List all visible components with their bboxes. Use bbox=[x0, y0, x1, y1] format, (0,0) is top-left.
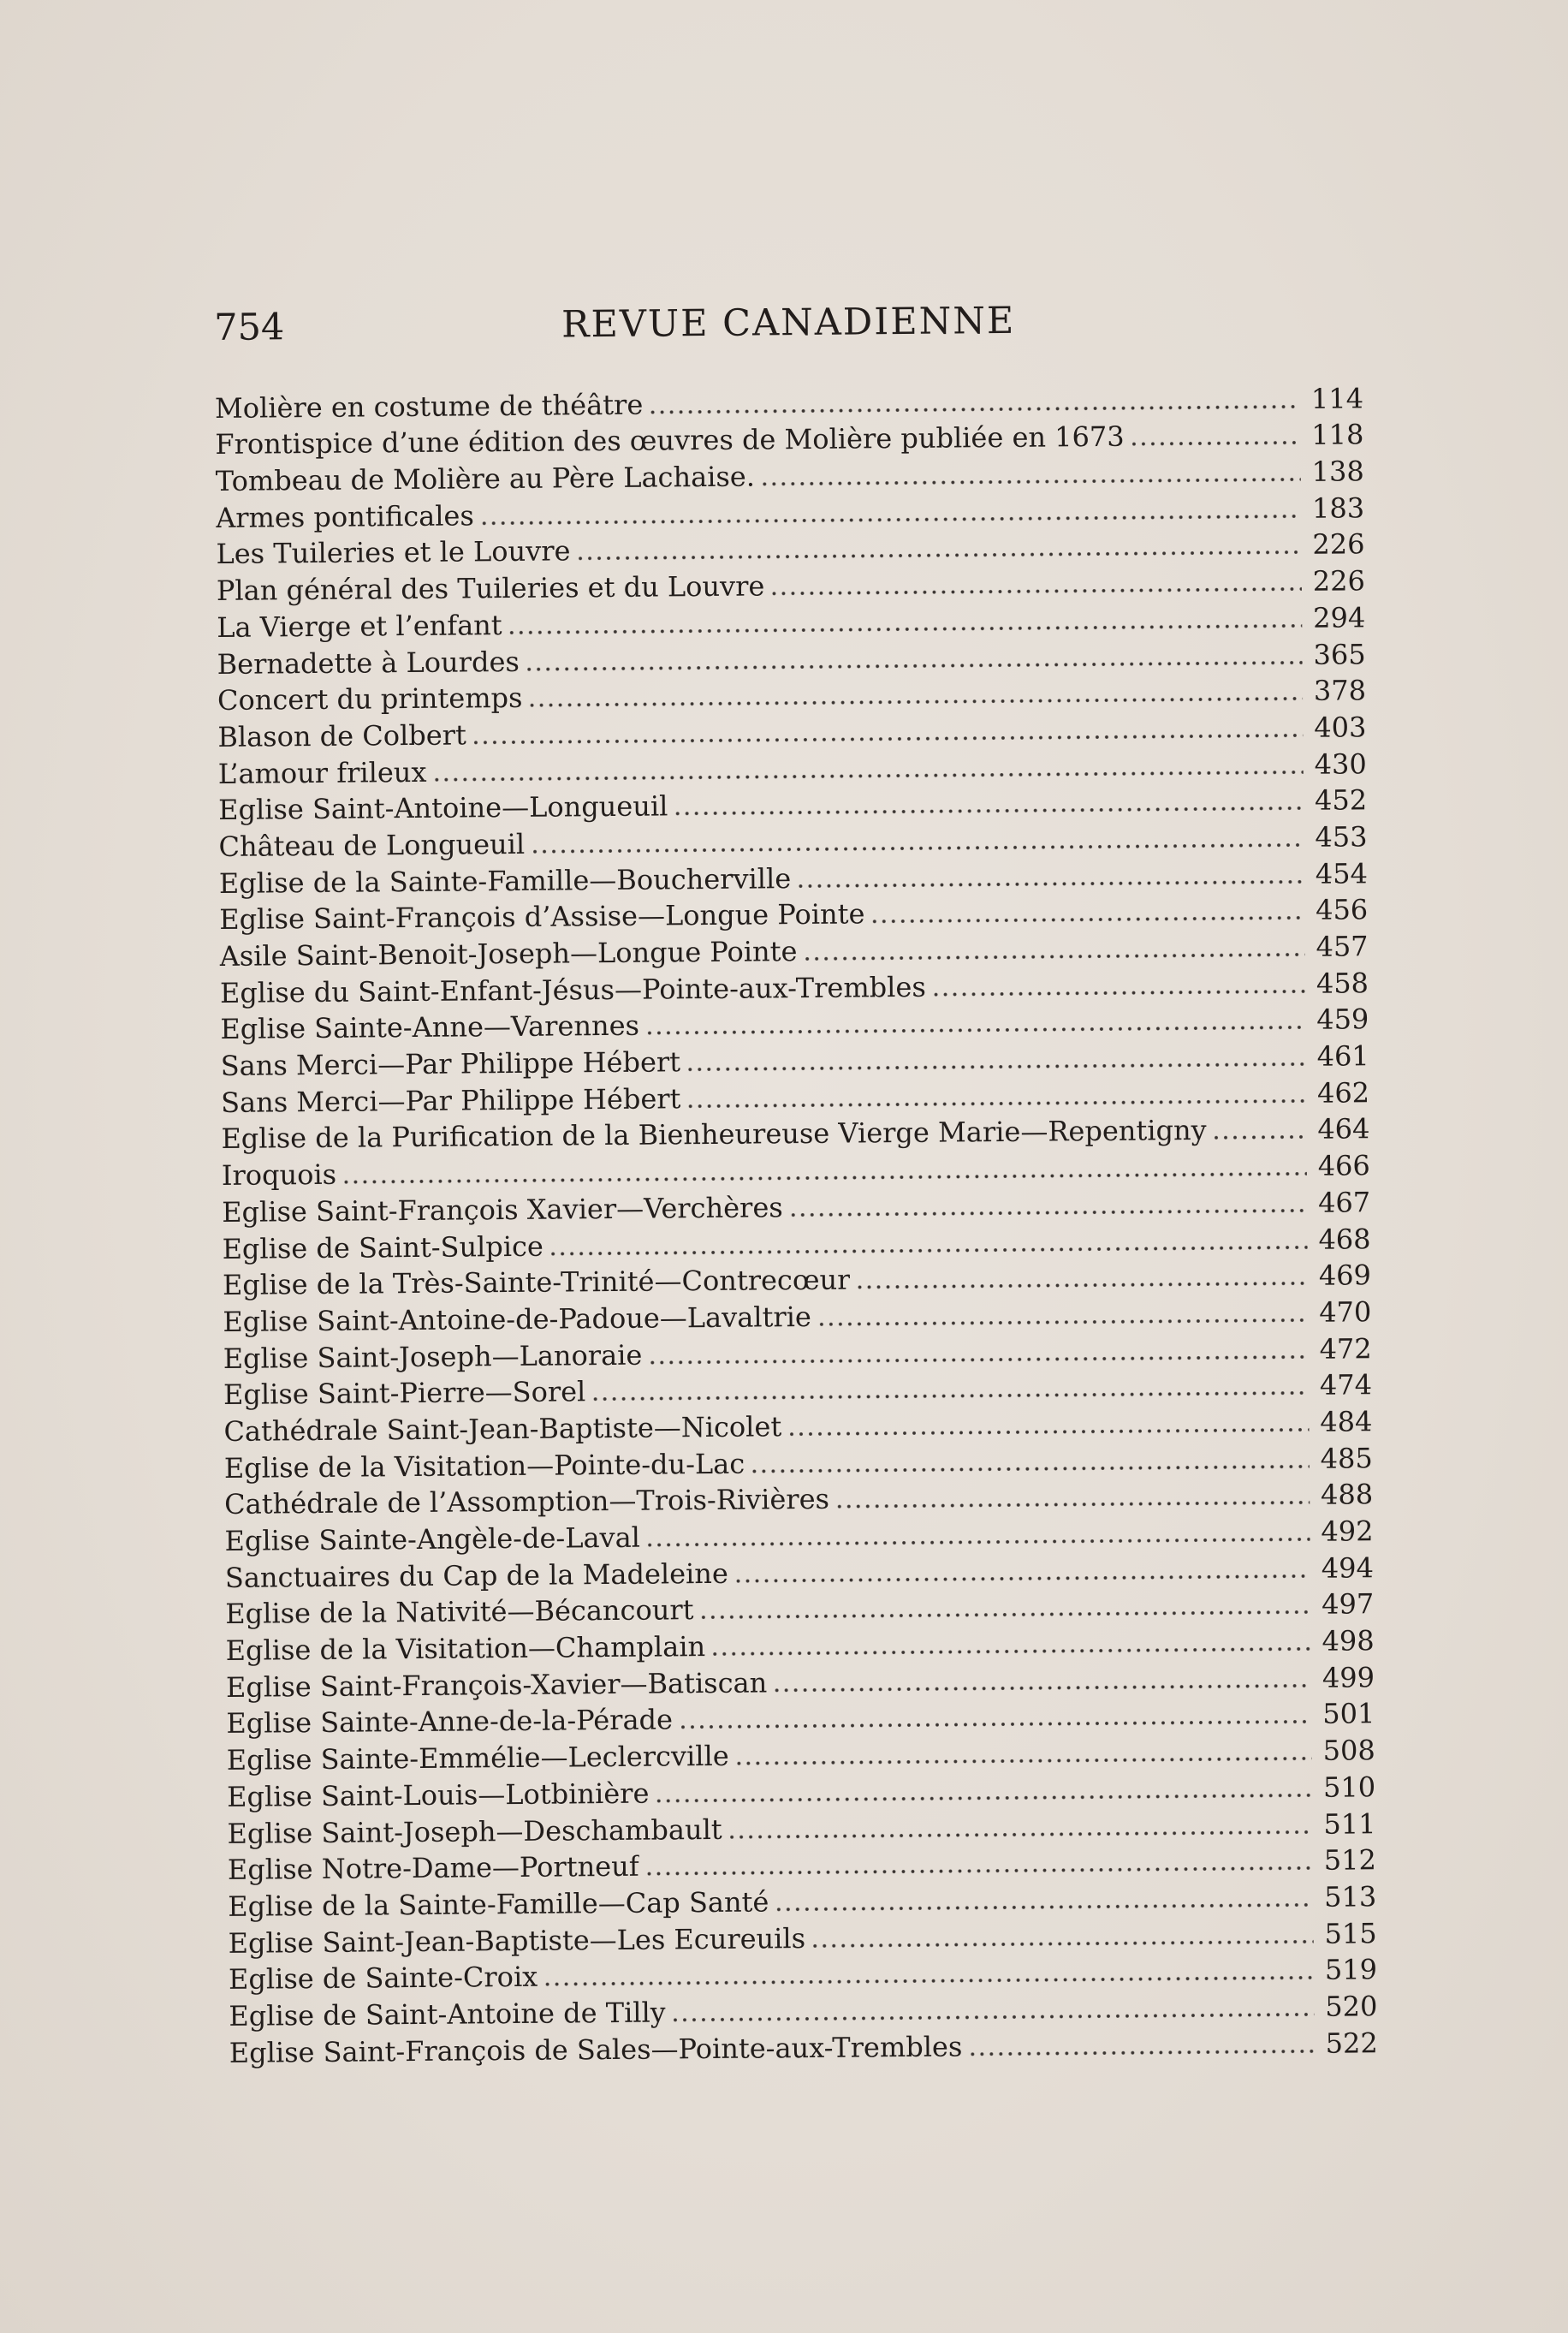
entry-page-number: 114 bbox=[1310, 381, 1364, 415]
entry-title: Eglise de la Sainte-Famille—Cap Santé bbox=[228, 1885, 769, 1923]
dot-leader bbox=[772, 1682, 1311, 1693]
entry-page-number: 378 bbox=[1313, 674, 1367, 707]
entry-page-number: 430 bbox=[1314, 747, 1367, 781]
entry-title: Eglise Saint-Joseph—Deschambault bbox=[227, 1812, 722, 1850]
entry-page-number: 118 bbox=[1311, 418, 1364, 452]
illustrations-list bbox=[215, 379, 1378, 2070]
entry-title: Eglise Saint-Jean-Baptiste—Les Ecureuils bbox=[228, 1921, 806, 1960]
entry-title: Eglise de la Visitation—Champlain bbox=[225, 1630, 706, 1668]
entry-title: Cathédrale Saint-Jean-Baptiste—Nicolet bbox=[223, 1410, 782, 1448]
entry-page-number: 499 bbox=[1322, 1660, 1375, 1694]
entry-page-number: 508 bbox=[1322, 1734, 1375, 1767]
book-page bbox=[214, 296, 1378, 2070]
entry-page-number: 472 bbox=[1319, 1331, 1372, 1366]
dot-leader bbox=[699, 1609, 1311, 1621]
dot-leader bbox=[811, 1937, 1314, 1949]
dot-leader bbox=[774, 1902, 1313, 1913]
entry-page-number: 456 bbox=[1315, 893, 1369, 927]
dot-leader bbox=[760, 476, 1301, 488]
entry-page-number: 498 bbox=[1322, 1624, 1375, 1658]
entry-page-number: 462 bbox=[1316, 1076, 1370, 1110]
dot-leader bbox=[803, 951, 1305, 962]
entry-title: Eglise de Saint-Antoine de Tilly bbox=[229, 1996, 667, 2032]
dot-leader bbox=[432, 768, 1304, 783]
entry-title: Blason de Colbert bbox=[217, 718, 466, 753]
entry-page-number: 467 bbox=[1317, 1186, 1371, 1219]
entry-title: Eglise de la Nativité—Bécancourt bbox=[225, 1593, 694, 1631]
entry-title: Eglise Notre-Dame—Portneuf bbox=[227, 1849, 639, 1887]
entry-page-number: 511 bbox=[1323, 1806, 1376, 1841]
entry-page-number: 497 bbox=[1322, 1587, 1375, 1622]
entry-page-number: 464 bbox=[1317, 1112, 1370, 1146]
entry-page-number: 183 bbox=[1311, 491, 1365, 525]
entry-page-number: 365 bbox=[1313, 637, 1366, 671]
running-head bbox=[214, 296, 1363, 349]
entry-page-number: 457 bbox=[1316, 930, 1369, 963]
entry-page-number: 466 bbox=[1317, 1149, 1370, 1182]
entry-page-number: 488 bbox=[1320, 1478, 1374, 1512]
dot-leader bbox=[342, 1170, 1307, 1186]
dot-leader bbox=[728, 1828, 1313, 1840]
dot-leader bbox=[530, 842, 1304, 855]
entry-title: Eglise Saint-Pierre—Sorel bbox=[223, 1375, 586, 1412]
entry-title: Eglise de Saint-Sulpice bbox=[222, 1229, 544, 1265]
entry-title: Eglise Saint-Joseph—Lanoraie bbox=[223, 1338, 643, 1375]
dot-leader bbox=[673, 805, 1304, 817]
entry-title: Château de Longueuil bbox=[218, 827, 526, 863]
entry-page-number: 512 bbox=[1323, 1843, 1377, 1877]
entry-page-number: 515 bbox=[1324, 1916, 1377, 1950]
dot-leader bbox=[769, 586, 1302, 597]
entry-title: Cathédrale de l’Assomption—Trois-Rivières bbox=[224, 1483, 830, 1521]
entry-title: Eglise Saint-François-Xavier—Batiscan bbox=[225, 1666, 768, 1704]
dot-leader bbox=[967, 2047, 1315, 2057]
entry-title: Sans Merci—Par Philippe Hébert bbox=[220, 1045, 681, 1083]
entry-page-number: 468 bbox=[1318, 1222, 1371, 1256]
entry-title: Sanctuaires du Cap de la Madeleine bbox=[224, 1556, 729, 1594]
dot-leader bbox=[710, 1646, 1311, 1658]
entry-title: Bernadette à Lourdes bbox=[217, 645, 520, 681]
entry-page-number: 519 bbox=[1324, 1953, 1378, 1986]
page-number: 754 bbox=[214, 306, 285, 349]
entry-title: Eglise de la Très-Sainte-Trinité—Contrecœur bbox=[222, 1263, 851, 1302]
entry-title: Frontispice d’une édition des œuvres de Molière publiée en 1673 bbox=[215, 420, 1125, 461]
entry-title: Eglise Saint-François d’Assise—Longue Pointe bbox=[219, 897, 865, 937]
entry-title: Eglise Sainte-Angèle-de-Laval bbox=[224, 1521, 641, 1557]
entry-title: Concert du printemps bbox=[217, 681, 523, 717]
entry-title: Eglise Sainte-Anne-de-la-Pérade bbox=[226, 1703, 674, 1741]
entry-page-number: 494 bbox=[1321, 1550, 1375, 1585]
dot-leader bbox=[647, 1353, 1308, 1366]
dot-leader bbox=[549, 1243, 1308, 1257]
entry-page-number: 294 bbox=[1312, 601, 1366, 634]
entry-title: Eglise Saint-Antoine-de-Padoue—Lavaltrie bbox=[223, 1300, 812, 1338]
dot-leader bbox=[591, 1390, 1309, 1402]
entry-page-number: 461 bbox=[1316, 1039, 1369, 1073]
entry-title: Eglise de la Visitation—Pointe-du-Lac bbox=[223, 1447, 745, 1485]
entry-title: Eglise Sainte-Emmélie—Leclercville bbox=[226, 1739, 729, 1777]
entry-page-number: 469 bbox=[1318, 1259, 1372, 1292]
dot-leader bbox=[750, 1463, 1310, 1475]
entry-title: Eglise Sainte-Anne—Varennes bbox=[220, 1009, 640, 1046]
entry-page-number: 138 bbox=[1311, 455, 1364, 488]
entry-page-number: 492 bbox=[1321, 1515, 1374, 1548]
entry-title: Eglise Saint-François Xavier—Verchères bbox=[222, 1191, 783, 1229]
entry-page-number: 452 bbox=[1314, 783, 1368, 818]
dot-leader bbox=[686, 1061, 1306, 1073]
dot-leader bbox=[817, 1317, 1309, 1328]
dot-leader bbox=[645, 1536, 1310, 1549]
dot-leader bbox=[528, 695, 1304, 709]
dot-leader bbox=[734, 1573, 1310, 1585]
dot-leader bbox=[686, 1098, 1306, 1110]
entry-page-number: 403 bbox=[1314, 711, 1367, 744]
entry-page-number: 470 bbox=[1319, 1295, 1372, 1329]
entry-title: Plan général des Tuileries et du Louvre bbox=[216, 569, 765, 608]
entry-page-number: 501 bbox=[1322, 1697, 1375, 1731]
entry-title: Les Tuileries et le Louvre bbox=[216, 534, 571, 571]
dot-leader bbox=[654, 1792, 1312, 1805]
dot-leader bbox=[479, 513, 1301, 527]
dot-leader bbox=[644, 1024, 1305, 1037]
dot-leader bbox=[525, 658, 1303, 672]
dot-leader bbox=[671, 2011, 1315, 2024]
dot-leader bbox=[931, 988, 1305, 998]
entry-page-number: 459 bbox=[1316, 1003, 1369, 1037]
entry-title: Tombeau de Molière au Père Lachaise. bbox=[215, 460, 756, 498]
entry-page-number: 226 bbox=[1312, 564, 1366, 598]
dot-leader bbox=[788, 1207, 1308, 1218]
dot-leader bbox=[678, 1718, 1311, 1730]
dot-leader bbox=[1212, 1134, 1307, 1141]
entry-page-number: 520 bbox=[1325, 1990, 1378, 2023]
entry-title: Eglise Saint-Antoine—Longueuil bbox=[217, 789, 668, 827]
dot-leader bbox=[870, 914, 1305, 925]
entry-title: Molière en costume de théâtre bbox=[214, 388, 644, 425]
entry-title: Eglise de la Sainte-Famille—Boucherville bbox=[218, 861, 792, 900]
dot-leader bbox=[855, 1280, 1308, 1291]
entry-page-number: 510 bbox=[1322, 1771, 1376, 1804]
dot-leader bbox=[796, 878, 1304, 890]
entry-title: Armes pontificales bbox=[215, 499, 474, 534]
entry-title: Eglise Saint-François de Sales—Pointe-aux-Trembles bbox=[229, 2030, 963, 2069]
dot-leader bbox=[576, 549, 1302, 562]
entry-page-number: 484 bbox=[1320, 1405, 1373, 1438]
entry-page-number: 513 bbox=[1324, 1880, 1377, 1913]
entry-page-number: 522 bbox=[1325, 2026, 1378, 2060]
dot-leader bbox=[644, 1865, 1313, 1878]
entry-page-number: 458 bbox=[1316, 966, 1369, 1000]
dot-leader bbox=[648, 403, 1300, 416]
entry-title: L’amour frileux bbox=[217, 755, 427, 790]
entry-title: Iroquois bbox=[221, 1158, 337, 1193]
entry-title: La Vierge et l’enfant bbox=[217, 608, 502, 644]
entry-page-number: 485 bbox=[1320, 1441, 1373, 1475]
dot-leader bbox=[543, 1974, 1314, 1988]
entry-page-number: 453 bbox=[1315, 820, 1368, 854]
dot-leader bbox=[472, 732, 1304, 746]
entry-title: Asile Saint-Benoit-Joseph—Longue Pointe bbox=[219, 935, 798, 973]
entry-page-number: 226 bbox=[1312, 527, 1365, 562]
entry-title: Eglise du Saint-Enfant-Jésus—Pointe-aux-Trembles bbox=[219, 970, 926, 1009]
dot-leader bbox=[508, 622, 1303, 636]
dot-leader bbox=[1130, 439, 1301, 448]
entry-title: Eglise Saint-Louis—Lotbinière bbox=[227, 1777, 650, 1813]
journal-title: REVUE CANADIENNE bbox=[561, 299, 1016, 347]
entry-title: Eglise de Sainte-Croix bbox=[228, 1961, 538, 1997]
entry-page-number: 474 bbox=[1319, 1368, 1373, 1402]
entry-title: Eglise de la Purification de la Bienheureuse Vierge Marie—Repentigny bbox=[221, 1114, 1207, 1156]
entry-page-number: 454 bbox=[1315, 856, 1368, 890]
dot-leader bbox=[834, 1499, 1310, 1510]
entry-title: Sans Merci—Par Philippe Hébert bbox=[220, 1082, 681, 1119]
dot-leader bbox=[734, 1755, 1312, 1767]
dot-leader bbox=[787, 1426, 1309, 1437]
